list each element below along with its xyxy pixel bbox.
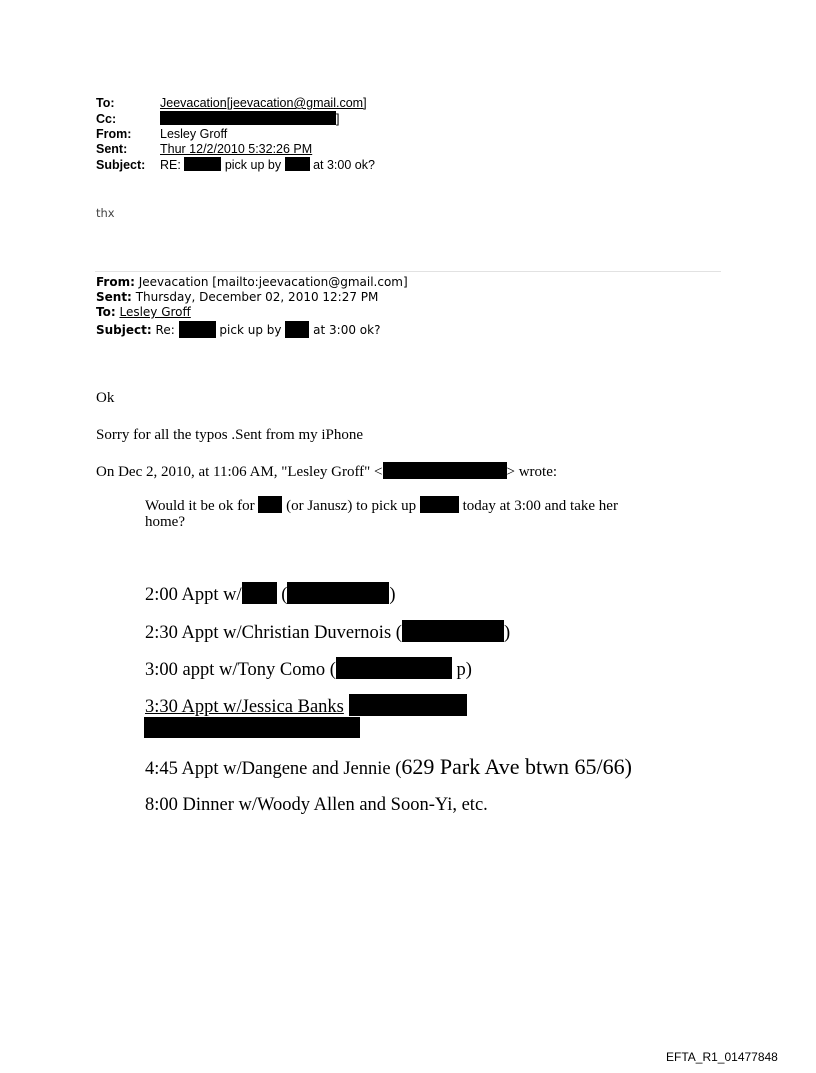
redaction-block [336,657,452,679]
redaction-block [160,111,336,125]
quote-text-c: today at 3:00 and take her [462,498,618,514]
quote-intro [96,462,557,481]
fwd-subject-label: Subject: [96,323,152,337]
schedule-item-2-close: ) [503,623,511,643]
redaction-block [285,321,309,338]
schedule-item-6: 8:00 Dinner w/Woody Allen and Soon-Yi, etc. [145,795,488,815]
header-sent-value: Thur 12/2/2010 5:32:26 PM [160,142,313,156]
redaction-block [184,157,221,171]
redaction-block [285,157,310,171]
quote-line-2: home? [145,514,185,530]
fwd-to [96,305,191,320]
header-from [96,127,227,142]
schedule-item-1-open: ( [281,585,288,605]
quote-text-a: Would it be ok for [145,498,255,514]
quote-text-b: (or Janusz) to pick up [286,498,417,514]
header-subject-mid: pick up by [224,158,282,172]
redaction-block [287,582,389,604]
redaction-block [383,462,507,479]
fwd-sent-value: Thursday, December 02, 2010 12:27 PM [135,290,379,304]
schedule-item-5 [145,754,632,780]
fwd-from-label: From: [96,275,135,289]
header-to-label: To: [96,96,115,110]
redaction-block [242,582,277,604]
header-from-value: Lesley Groff [160,127,228,141]
fwd-to-label: To: [96,305,116,319]
fwd-sent-label: Sent: [96,290,132,304]
header-subject-prefix: RE: [160,158,181,172]
fwd-subject [96,321,380,338]
fwd-subject-mid: pick up by [219,323,282,337]
header-sent-label: Sent: [96,142,128,156]
header-sent [96,142,312,157]
fwd-subject-prefix: Re: [155,323,175,337]
header-cc-suffix: ] [336,112,340,126]
redaction-block [179,321,216,338]
reply-body: thx [96,206,115,220]
header-subject [96,157,375,173]
header-subject-end: at 3:00 ok? [313,158,375,172]
message-signature: Sorry for all the typos .Sent from my iPhone [96,427,364,443]
header-cc-label: Cc: [96,112,117,126]
fwd-to-value: Lesley Groff [119,305,191,319]
schedule-item-2 [145,620,510,644]
redaction-block [144,717,360,738]
header-to [96,96,367,111]
redaction-block [420,496,459,513]
schedule-item-4-text: 3:30 Appt w/Jessica Banks [145,697,344,717]
fwd-subject-end: at 3:00 ok? [313,323,381,337]
divider [95,271,721,272]
schedule-item-5-text: 4:45 Appt w/Dangene and Jennie ( [145,759,402,779]
schedule-item-3 [145,657,472,681]
fwd-sent [96,290,378,305]
quote-line-1 [145,496,618,515]
schedule-item-3-close: p) [456,660,472,680]
schedule-item-1 [145,582,396,606]
schedule-item-2-text: 2:30 Appt w/Christian Duvernois ( [145,623,402,643]
schedule-item-5-address: 629 Park Ave btwn 65/66) [401,754,632,779]
message-ok: Ok [96,390,115,406]
schedule-item-1-text: 2:00 Appt w/ [145,585,242,605]
document-id: EFTA_R1_01477848 [666,1050,778,1064]
schedule-item-4 [145,694,467,718]
header-from-label: From: [96,127,132,141]
quote-intro-end: > wrote: [506,464,558,480]
schedule-item-3-text: 3:00 appt w/Tony Como ( [145,660,336,680]
schedule-item-1-close: ) [389,585,396,605]
header-subject-label: Subject: [96,158,146,172]
fwd-from [96,275,408,290]
fwd-from-value: Jeevacation [mailto:jeevacation@gmail.com] [138,275,408,289]
quote-intro-start: On Dec 2, 2010, at 11:06 AM, "Lesley Groff" < [96,464,383,480]
redaction-block [349,694,467,716]
redaction-block [402,620,504,642]
redaction-block [258,496,282,513]
header-to-value: Jeevacation[jeevacation@gmail.com] [160,96,367,110]
header-cc [96,111,339,127]
